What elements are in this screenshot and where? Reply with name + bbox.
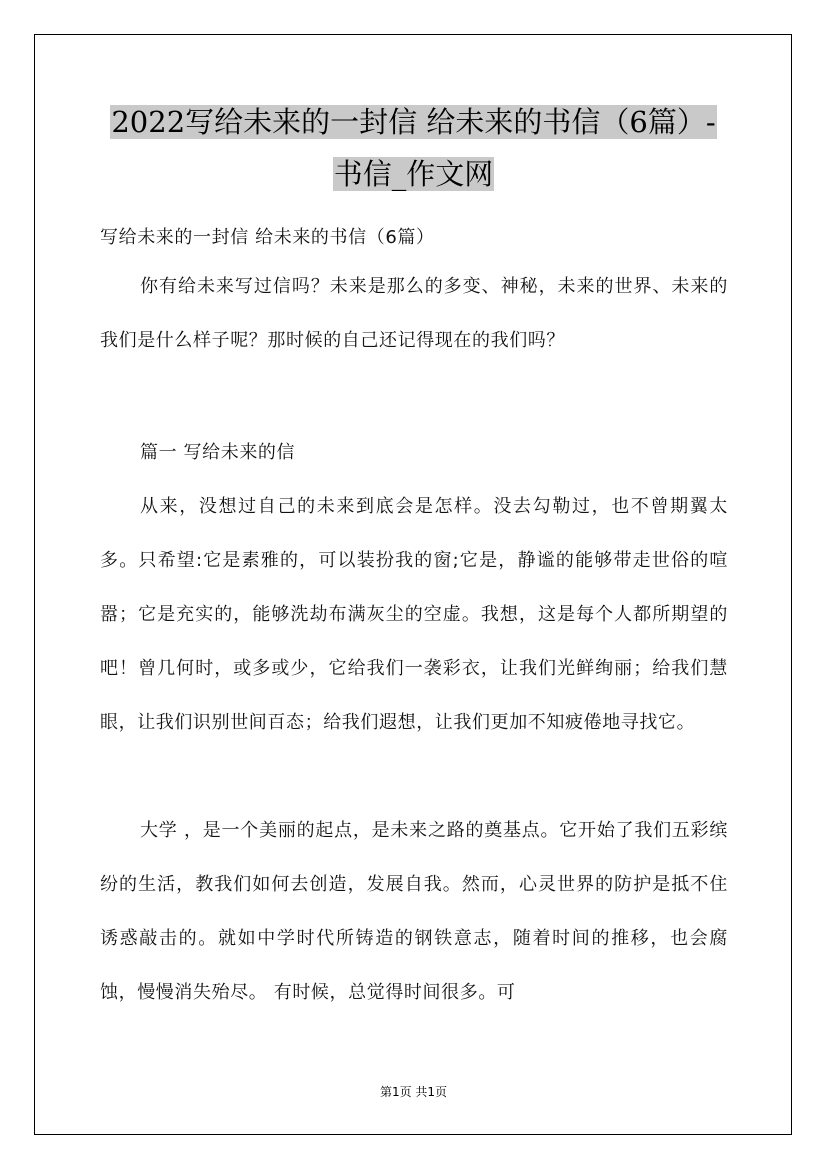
document-subtitle: 写给未来的一封信 给未来的书信（6篇）	[100, 227, 435, 248]
paragraph-body: 大学 ，是一个美丽的起点，是未来之路的奠基点。它开始了我们五彩缤纷的生活，教我们如何去创造，发展自我。然而，心灵世界的防护是抵不住诱惑敲击的。就如中学时代所铸造的钢铁意志，随着时间的推移，也会腐蚀，慢慢消失殆尽。 有时候，总觉得时间很多。可	[100, 820, 728, 1003]
paragraph-intro: 你有给未来写过信吗？未来是那么的多变、神秘，未来的世界、未来的我们是什么样子呢？那时候的自己还记得现在的我们吗？	[100, 276, 728, 351]
document-title	[60, 96, 767, 200]
paragraph-body: 从来，没想过自己的未来到底会是怎样。没去勾勒过，也不曾期翼太多。只希望:它是素雅的，可以装扮我的窗;它是，静谧的能够带走世俗的喧嚣；它是充实的，能够洗劫布满灰尘的空虚。我想，这是每个人都所期望的吧！曾几何时，或多或少，它给我们一袭彩衣，让我们光鲜绚丽；给我们慧眼，让我们识别世间百态；给我们遐想，让我们更加不知疲倦地寻找它。	[100, 496, 728, 733]
title-line-1: 2022写给未来的一封信 给未来的书信（6篇）-	[111, 105, 716, 139]
title-line-2: 书信_作文网	[333, 157, 494, 191]
section-heading: 篇一 写给未来的信	[140, 442, 296, 463]
page-footer: 第1页 共1页	[379, 1085, 448, 1099]
